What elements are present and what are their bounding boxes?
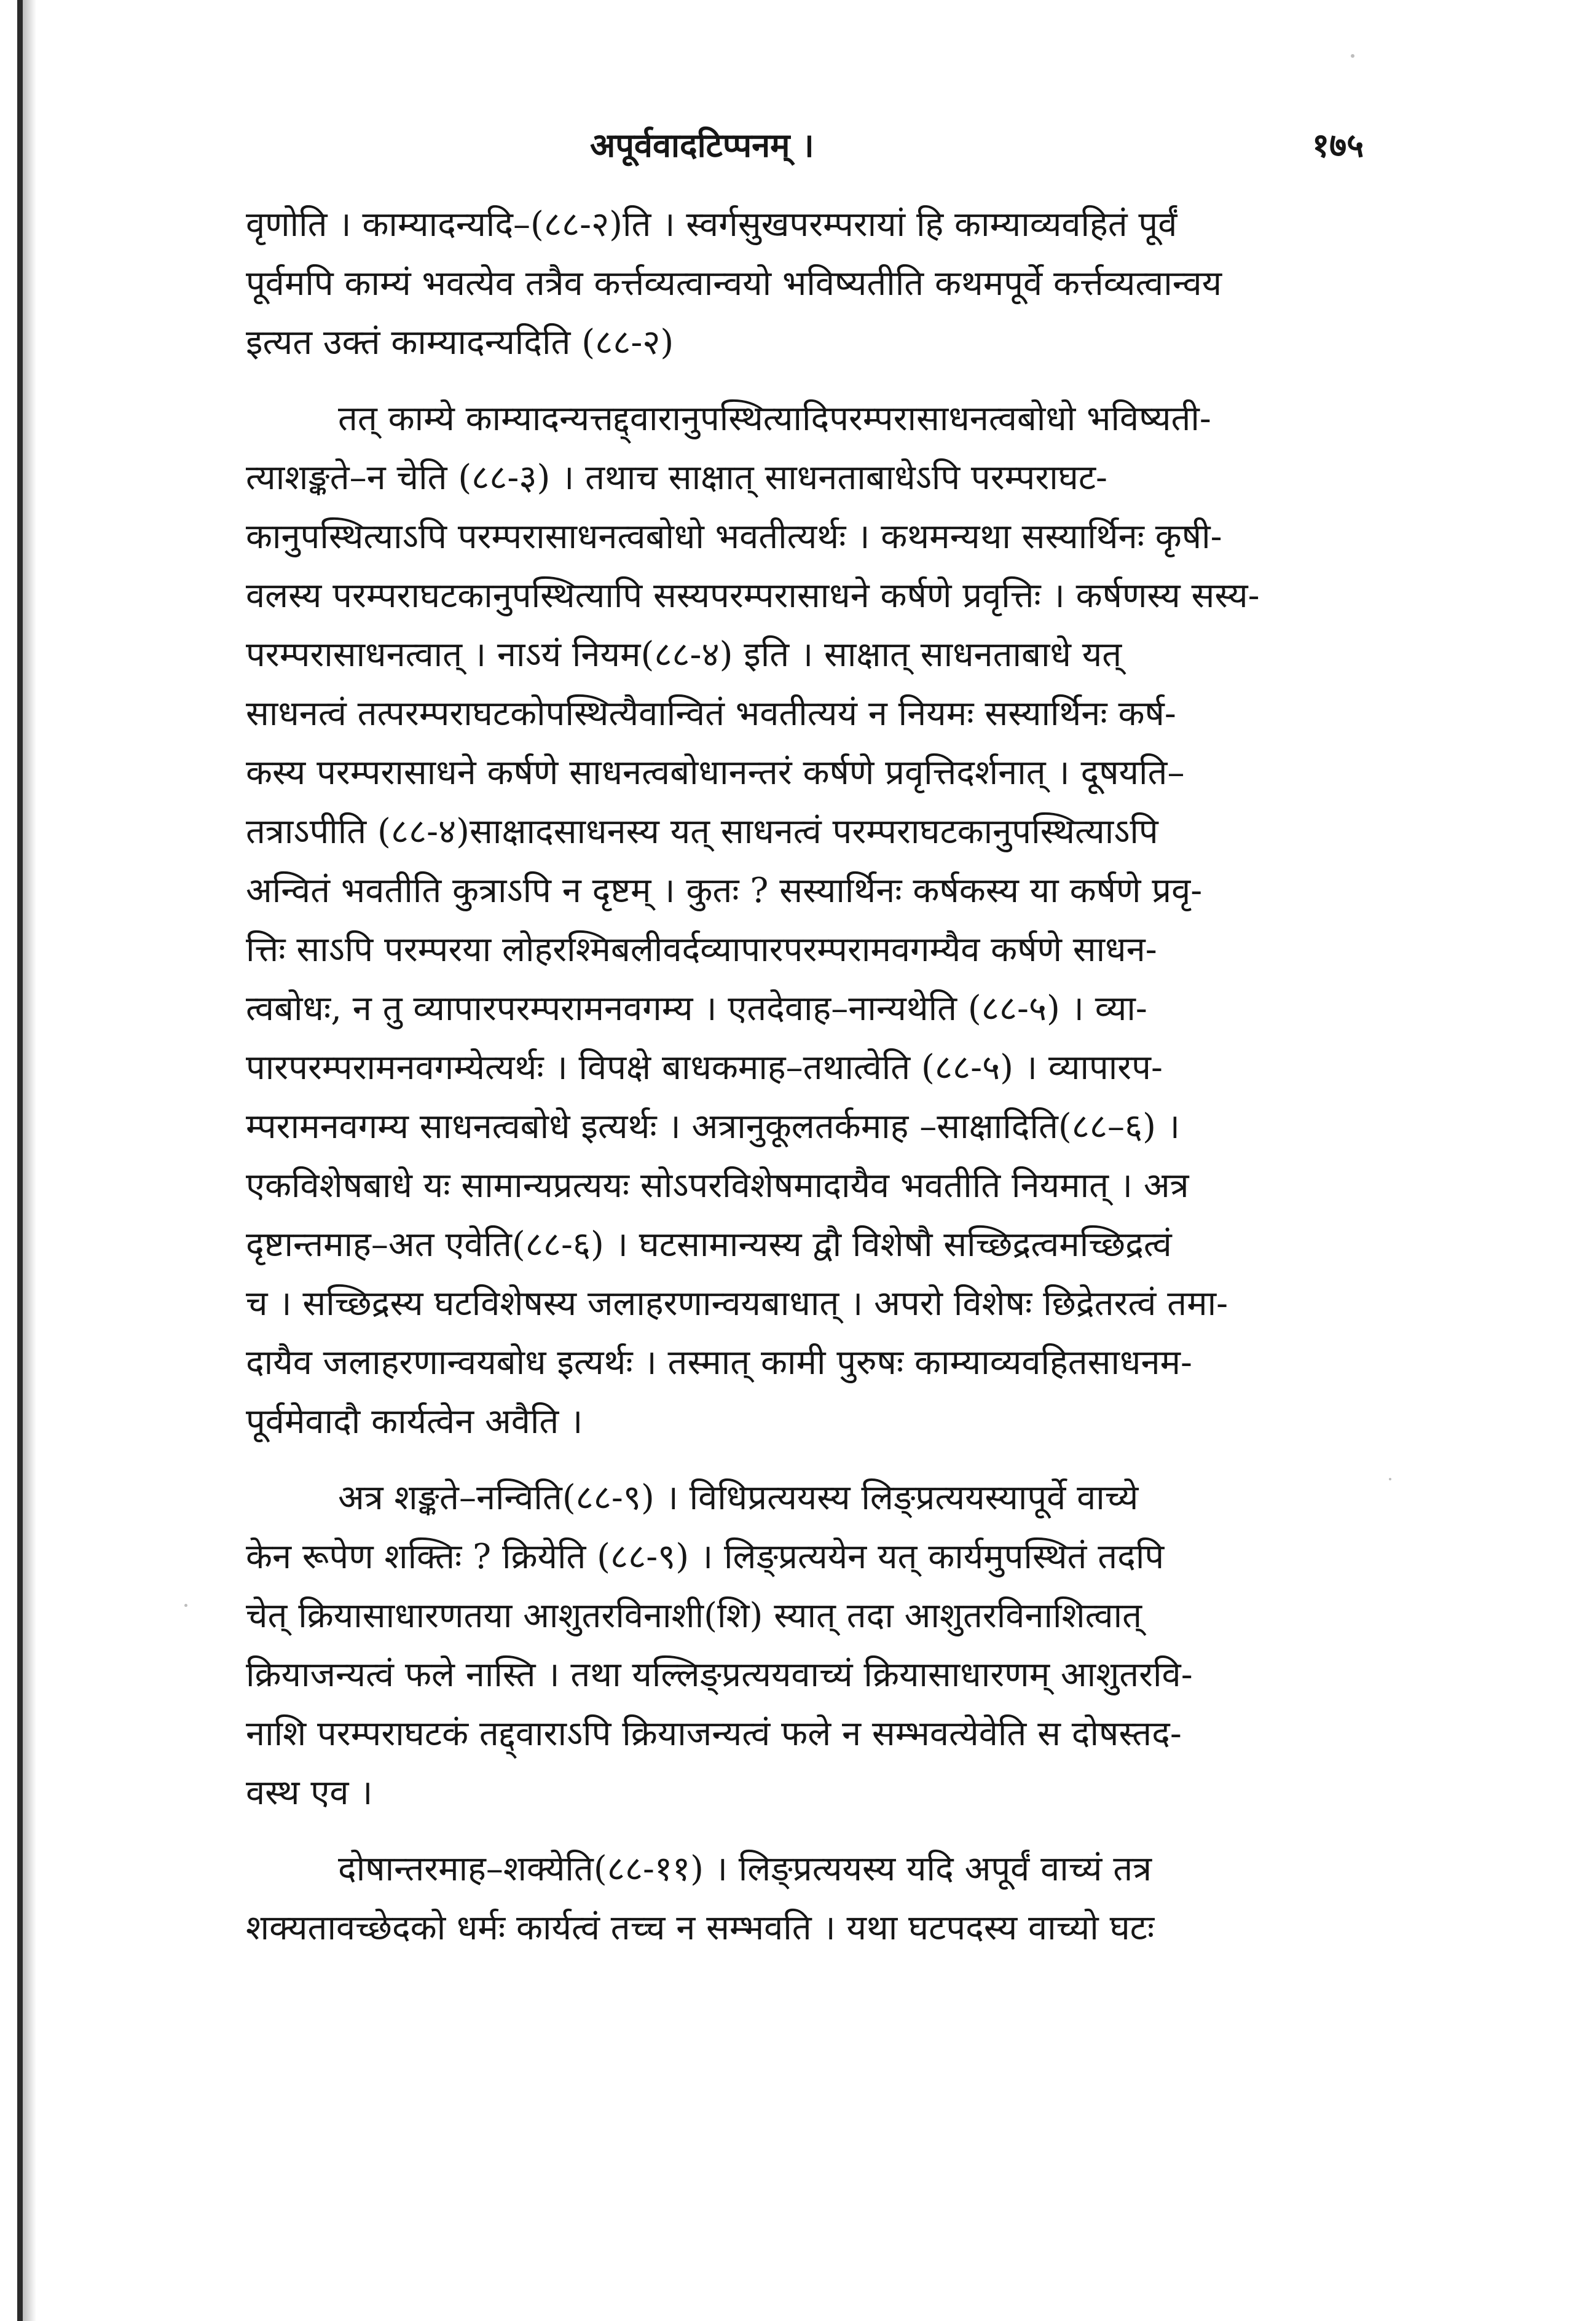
page-binding-shadow [23, 0, 36, 2321]
body-text [246, 195, 1383, 1958]
text-line: कानुपस्थित्याऽपि परम्परासाधनत्वबोधो भवतीत्यर्थः । कथमन्यथा सस्यार्थिनः कृषी- [246, 517, 1222, 557]
text-line: इत्यत उक्तं काम्यादन्यदिति (८८-२) [246, 323, 674, 363]
text-line: वृणोति । काम्यादन्यदि–(८८-२)ति । स्वर्गसुखपरम्परायां हि काम्याव्यवहितं पूर्वं [246, 205, 1177, 245]
text-line: चेत् क्रियासाधारणतया आशुतरविनाशी(शि) स्यात् तदा आशुतरविनाशित्वात् [246, 1596, 1142, 1636]
page-title: अपूर्ववादटिप्पनम् । [590, 125, 814, 165]
text-line: केन रूपेण शक्तिः ? क्रियेति (८८-९) । लिङ्प्रत्ययेन यत् कार्यमुपस्थितं तदपि [246, 1537, 1165, 1577]
text-line: च । सच्छिद्रस्य घटविशेषस्य जलाहरणान्वयबाधात् । अपरो विशेषः छिद्रेतरत्वं तमा- [246, 1284, 1228, 1324]
text-line: साधनत्वं तत्परम्पराघटकोपस्थित्यैवान्वितं भवतीत्ययं न नियमः सस्यार्थिनः कर्ष- [246, 694, 1176, 734]
text-line: पूर्वमेवादौ कार्यत्वेन अवैति । [246, 1402, 583, 1442]
text-line: नाशि परम्पराघटकं तद्द्वाराऽपि क्रियाजन्यत्वं फले न सम्भवत्येवेति स दोषस्तद- [246, 1714, 1182, 1754]
text-line: शक्यतावच्छेदको धर्मः कार्यत्वं तच्च न सम्भवति । यथा घटपदस्य वाच्यो घटः [246, 1908, 1155, 1948]
running-head [0, 120, 1596, 170]
text-line: कस्य परम्परासाधने कर्षणे साधनत्वबोधानन्तरं कर्षणे प्रवृत्तिदर्शनात् । दूषयति– [246, 753, 1185, 793]
text-line: पारपरम्परामनवगम्येत्यर्थः । विपक्षे बाधकमाह–तथात्वेति (८८-५) । व्यापारप- [246, 1048, 1163, 1088]
scan-speck [1351, 54, 1354, 58]
text-line: वस्थ एव । [246, 1773, 373, 1813]
text-line: एकविशेषबाधे यः सामान्यप्रत्ययः सोऽपरविशेषमादायैव भवतीति नियमात् । अत्र [246, 1166, 1189, 1206]
text-line: त्याशङ्कते–न चेति (८८-३) । तथाच साक्षात् साधनताबाधेऽपि परम्पराघट- [246, 458, 1107, 498]
text-line: तत् काम्ये काम्यादन्यत्तद्द्वारानुपस्थित्यादिपरम्परासाधनत्वबोधो भविष्यती- [338, 399, 1211, 439]
text-line: अत्र शङ्कते–नन्विति(८८-९) । विधिप्रत्ययस्य लिङ्प्रत्ययस्यापूर्वे वाच्ये [338, 1478, 1139, 1518]
text-line: अन्वितं भवतीति कुत्राऽपि न दृष्टम् । कुतः ? सस्यार्थिनः कर्षकस्य या कर्षणे प्रवृ- [246, 871, 1203, 911]
page-number: १७५ [1312, 125, 1364, 165]
scan-speck [1389, 1478, 1391, 1480]
text-line: त्वबोधः, न तु व्यापारपरम्परामनवगम्य । एतदेवाह–नान्यथेति (८८-५) । व्या- [246, 989, 1147, 1029]
text-line: तत्राऽपीति (८८-४)साक्षादसाधनस्य यत् साधनत्वं परम्पराघटकानुपस्थित्याऽपि [246, 812, 1158, 852]
scan-speck [184, 1604, 187, 1607]
text-line: त्तिः साऽपि परम्परया लोहरश्मिबलीवर्दव्यापारपरम्परामवगम्यैव कर्षणे साधन- [246, 930, 1157, 970]
text-line: दायैव जलाहरणान्वयबोध इत्यर्थः । तस्मात् कामी पुरुषः काम्याव्यवहितसाधनम- [246, 1343, 1192, 1383]
text-line: म्परामनवगम्य साधनत्वबोधे इत्यर्थः । अत्रानुकूलतर्कमाह –साक्षादिति(८८–६) । [246, 1107, 1180, 1147]
text-line: क्रियाजन्यत्वं फले नास्ति । तथा यल्लिङ्प्रत्ययवाच्यं क्रियासाधारणम् आशुतरवि- [246, 1655, 1193, 1695]
text-line: पूर्वमपि काम्यं भवत्येव तत्रैव कर्त्तव्यत्वान्वयो भविष्यतीति कथमपूर्वे कर्त्तव्यत्वान्वय [246, 264, 1222, 304]
text-line: दृष्टान्तमाह–अत एवेति(८८-६) । घटसामान्यस्य द्वौ विशेषौ सच्छिद्रत्वमच्छिद्रत्वं [246, 1225, 1172, 1265]
text-line: दोषान्तरमाह–शक्येति(८८-११) । लिङ्प्रत्ययस्य यदि अपूर्वं वाच्यं तत्र [338, 1849, 1152, 1889]
text-line: वलस्य परम्पराघटकानुपस्थित्यापि सस्यपरम्परासाधने कर्षणे प्रवृत्तिः । कर्षणस्य सस्य- [246, 576, 1260, 616]
text-line: परम्परासाधनत्वात् । नाऽयं नियम(८८-४) इति । साक्षात् साधनताबाधे यत् [246, 635, 1122, 675]
page-binding-edge [17, 0, 23, 2321]
